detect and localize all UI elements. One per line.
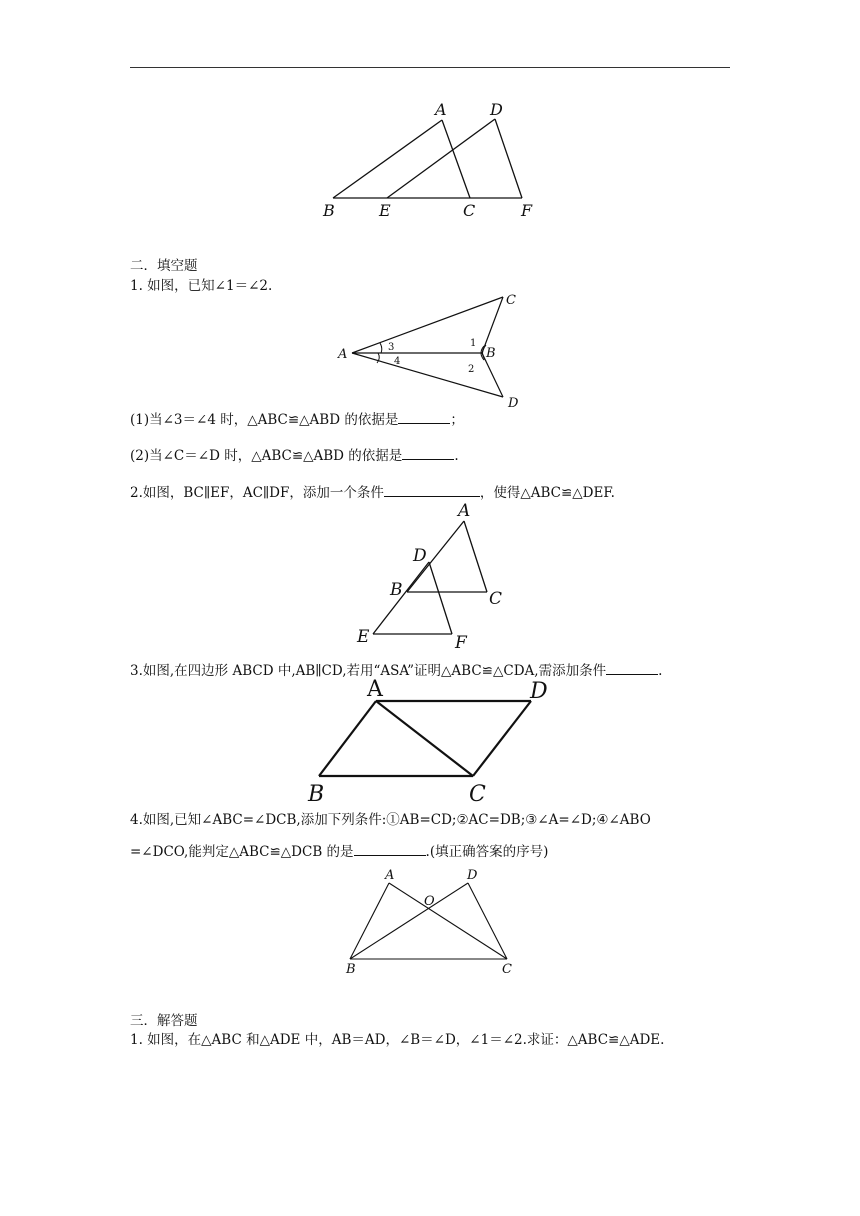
label-B: B <box>346 962 356 977</box>
angle-label-2: 2 <box>468 364 475 375</box>
angle-label-3: 3 <box>388 342 395 353</box>
label-F: F <box>455 633 467 653</box>
label-A: A <box>367 677 383 702</box>
label-O: O <box>424 894 435 909</box>
label-C: C <box>489 589 503 609</box>
label-F: F <box>521 201 533 220</box>
label-E: E <box>379 201 391 220</box>
label-B: B <box>308 782 325 807</box>
angle-label-4: 4 <box>394 356 401 367</box>
q4-line1: 4.如图,已知∠ABC=∠DCB,添加下列条件:①AB=CD;②AC=DB;③∠A=∠D;④∠ABO <box>130 812 651 828</box>
section2-heading: 二．填空题 <box>130 258 198 274</box>
label-C: C <box>469 782 486 807</box>
label-D: D <box>508 396 519 411</box>
q1-part2-text: (2)当∠C＝∠D 时，△ABC≌△ABD 的依据是 <box>130 448 403 464</box>
q3-stem-a: 3.如图,在四边形 ABCD 中,AB∥CD,若用“ASA”证明△ABC≌△CDA,需添加条件 <box>130 663 607 679</box>
section3-q1: 1. 如图，在△ABC 和△ADE 中，AB＝AD，∠B＝∠D，∠1＝∠2.求证：△ABC≌△ADE. <box>130 1032 665 1048</box>
q1-part2-end: . <box>454 448 459 464</box>
q1-part1-end: ； <box>450 412 464 428</box>
label-B: B <box>486 346 496 361</box>
angle-label-1: 1 <box>470 338 477 349</box>
label-A: A <box>338 347 348 362</box>
q4-line2-b: .(填正确答案的序号) <box>425 844 549 860</box>
label-C: C <box>506 293 516 308</box>
label-D: D <box>530 679 548 704</box>
label-A: A <box>435 100 447 119</box>
q2-stem-a: 2.如图，BC∥EF，AC∥DF，添加一个条件 <box>130 485 384 501</box>
label-A: A <box>458 501 471 521</box>
label-A: A <box>385 868 395 883</box>
q1-part1-text: (1)当∠3＝∠4 时，△ABC≌△ABD 的依据是 <box>130 412 399 428</box>
q2-stem-b: ，使得△ABC≌△DEF. <box>479 485 615 501</box>
label-D: D <box>490 100 503 119</box>
section3-heading: 三．解答题 <box>130 1013 198 1029</box>
label-D: D <box>413 546 427 566</box>
label-E: E <box>357 627 370 647</box>
label-B: B <box>323 201 335 220</box>
label-C: C <box>463 201 476 220</box>
label-C: C <box>502 962 512 977</box>
q3-stem-b: . <box>658 663 663 679</box>
label-B: B <box>390 580 403 600</box>
label-D: D <box>467 868 478 883</box>
q4-line2-a: =∠DCO,能判定△ABC≌△DCB 的是 <box>130 844 354 860</box>
q1-stem: 1. 如图，已知∠1＝∠2. <box>130 278 273 294</box>
